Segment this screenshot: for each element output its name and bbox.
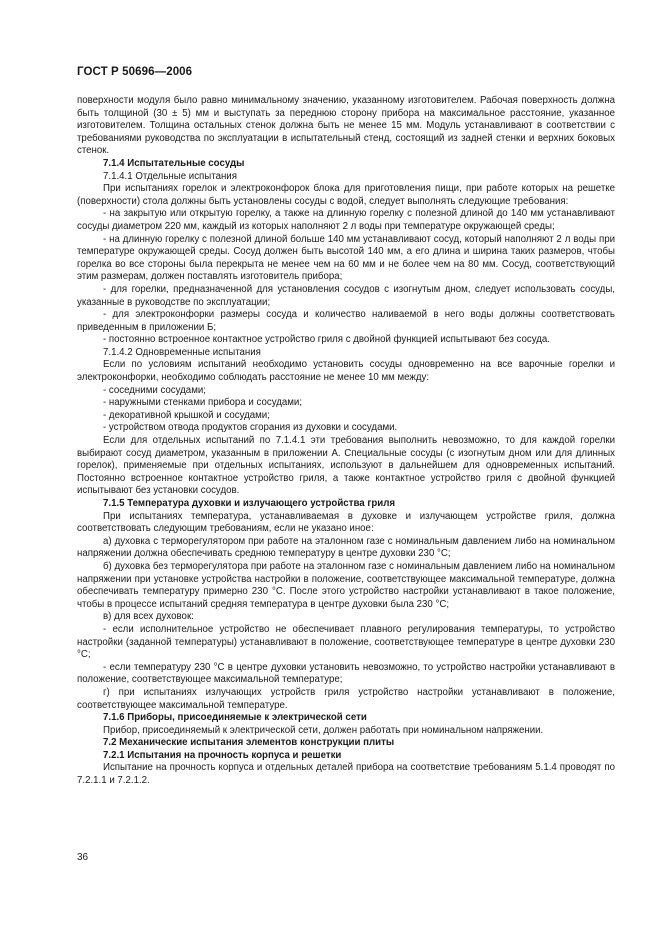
paragraph: Если по условиям испытаний необходимо установить сосуды одновременно на все варочные горелки и электроконфорки, необходимо соблюдать расстояние не менее 10 мм между: [77,359,615,384]
list-item: - на закрытую или открытую горелку, а также на длинную горелку с полезной длиной до 140 мм устанавливают сосуды диаметром 220 мм, каждый из которых наполняют 2 л воды при температуре окружающей среды; [77,208,615,232]
paragraph: Если для отдельных испытаний по 7.1.4.1 эти требования выполнить невозможно, то для каждой горелки выбирают сосуд диаметром, указанным в приложении А. Специальные сосуды (с изогнутым дном или для длинных горелок), применяемые при отдельных испытаниях, используют в дальнейшем для одновременных испытаний. Постоянно встроенное контактное устройство гриля, а также контактное устройство гриля с двойной функцией испытывают без установки сосудов. [77,435,615,497]
section-heading: 7.2.1 Испытания на прочность корпуса и решетки [103,749,342,761]
list-item: в) для всех духовок: [103,611,194,623]
section-heading: 7.2 Механические испытания элементов конструкции плиты [103,737,395,749]
list-item: - постоянно встроенное контактное устройство гриля с двойной функцией испытывают без сосуда. [103,334,550,346]
list-item: - если исполнительное устройство не обеспечивает плавного регулирования температуры, то устройство настройки (заданной температуры) устанавливают в положение, соответствующее температуре в центре духовки 230 °С; [77,623,615,661]
page-header-title: ГОСТ Р 50696—2006 [77,66,193,78]
list-item: - для горелки, предназначенной для установления сосудов с изогнутым дном, следует использовать сосуды, указанные в руководстве по эксплуатации; [77,283,615,308]
list-item: г) при испытаниях излучающих устройств гриля устройство настройки устанавливают в положение, соответствующее максимальной температуре. [77,686,615,711]
paragraph: Прибор, присоединяемый к электрической сети, должен работать при номинальном напряжении. [103,724,544,736]
list-item: - соседними сосудами; [103,384,206,396]
paragraph: При испытаниях горелок и электроконфорок блока для приготовления пищи, при работе которых на решетке (поверхности) стола должны быть установлены сосуды с водой, следует выполнять следующие требования: [77,183,615,207]
list-item: а) духовка с терморегулятором при работе на эталонном газе с номинальным давлением либо на номинальном напряжении должна обеспечивать среднюю температуру в центре духовки 230 °С; [77,535,615,560]
document-body [77,95,615,788]
list-item: б) духовка без терморегулятора при работе на эталонном газе с номинальным давлением либо на номинальном напряжении при установке устройства настройки в положение, соответствующее максимальной температуре, должна обеспечивать температуру примерно 230 °С. После этого устройство настройки устанавливают в такое положение, чтобы в процессе испытаний средняя температура в центре духовки была 230 °С; [77,560,615,610]
paragraph: 7.1.4.1 Отдельные испытания [103,170,237,182]
section-heading: 7.1.5 Температура духовки и излучающего устройства гриля [103,498,396,509]
list-item: - устройством отвода продуктов сгорания из духовки и сосудами. [103,422,398,434]
page-number: 36 [77,852,89,863]
section-heading: 7.1.4 Испытательные сосуды [103,157,245,169]
list-item: - на длинную горелку с полезной длиной больше 140 мм устанавливают сосуд, который наполняют 2 л воды при температуре окружающей среды. Сосуд должен быть высотой 140 мм, а его длина и ширина таких размеров, чтобы горелка во все стороны была перекрыта не менее чем на 60 мм и не более чем на 80 мм. Сосуд, соответствующий этим размерам, должен поставлять изготовитель прибора; [77,233,615,283]
section-heading: 7.1.6 Приборы, присоединяемые к электрической сети [103,712,367,724]
paragraph: 7.1.4.2 Одновременные испытания [103,346,261,358]
list-item: - если температуру 230 °С в центре духовки установить невозможно, то устройство настройки устанавливают в положение, соответствующее максимальной температуре; [77,661,615,686]
paragraph: поверхности модуля было равно минимальному значению, указанному изготовителем. Рабочая поверхность должна быть толщиной (30 ± 5) мм и выступать за переднюю сторону прибора на максимальное расстояние, указанное изготовителем. Толщина остальных стенок должна быть не менее 15 мм. Модуль устанавливают в соответствии с требованиями руководства по эксплуатации в испытательный стенд, состоящий из задней стенки и верхних боковых стенок. [77,95,615,157]
paragraph: При испытаниях температура, устанавливаемая в духовке и излучающем устройстве гриля, должна соответствовать следующим требованиям, если не указано иное: [77,510,615,535]
paragraph: Испытание на прочность корпуса и отдельных деталей прибора на соответствие требованиям 5.1.4 проводят по 7.2.1.1 и 7.2.1.2. [77,762,615,787]
list-item: - наружными стенками прибора и сосудами; [103,397,303,409]
list-item: - для электроконфорки размеры сосуда и количество наливаемой в него воды должны соответствовать приведенным в приложении Б; [77,309,615,333]
list-item: - декоративной крышкой и сосудами; [103,409,270,421]
